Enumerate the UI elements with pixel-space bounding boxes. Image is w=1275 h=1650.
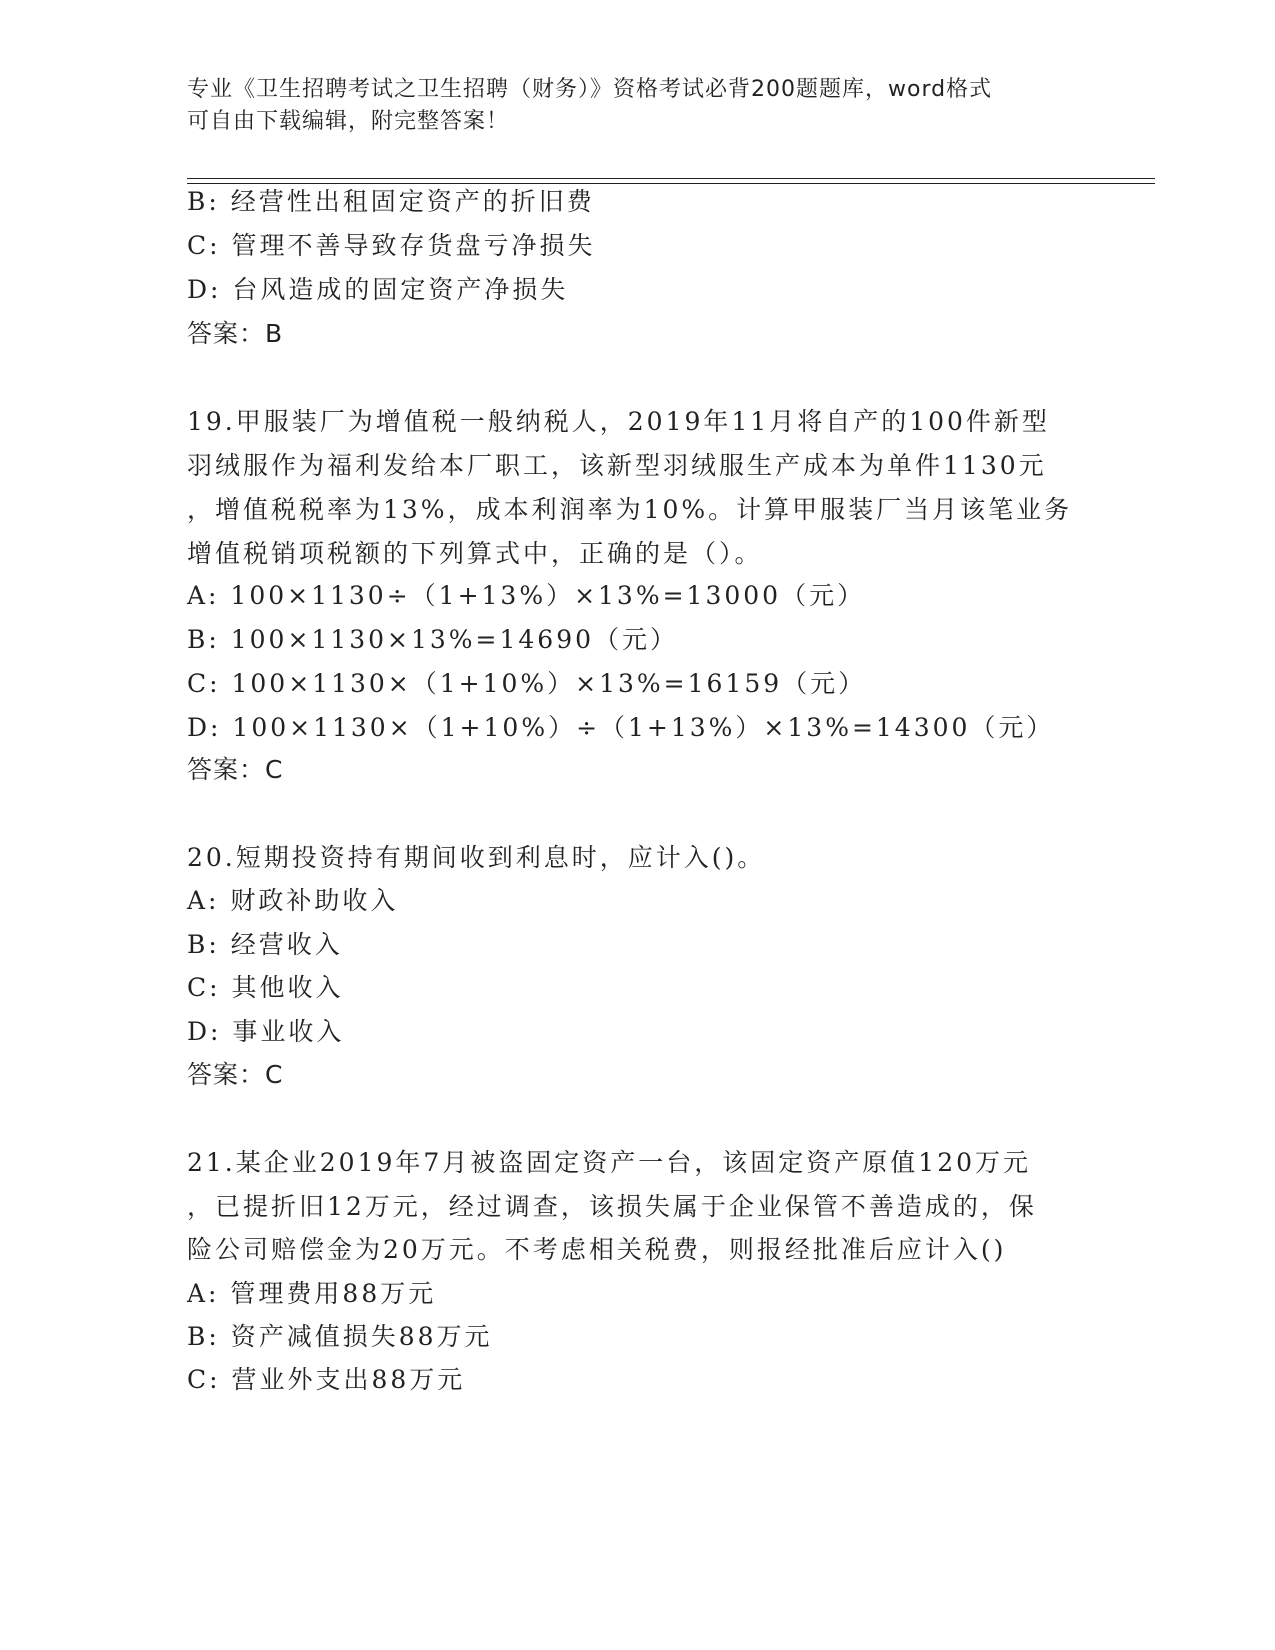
q21-stem-line-1: 21.某企业2019年7月被盗固定资产一台，该固定资产原值120万元	[187, 1148, 1032, 1177]
q18-option-c: C: 管理不善导致存货盘亏净损失	[187, 231, 596, 260]
q20-option-a: A: 财政补助收入	[187, 886, 399, 915]
q20-option-d: D: 事业收入	[187, 1017, 345, 1046]
document-header	[187, 74, 1067, 138]
q19-option-c: C: 100×1130×（1+10%）×13%=16159（元）	[187, 669, 867, 698]
q20-option-b: B: 经营收入	[187, 930, 343, 959]
q19-stem-line-3: ，增值税税率为13%，成本利润率为10%。计算甲服装厂当月该笔业务	[187, 495, 1073, 524]
header-divider-top	[187, 178, 1155, 179]
q18-option-b: B: 经营性出租固定资产的折旧费	[187, 187, 595, 216]
q19-option-a: A: 100×1130÷（1+13%）×13%=13000（元）	[187, 581, 866, 610]
q21-option-c: C: 营业外支出88万元	[187, 1365, 466, 1394]
q21-option-a: A: 管理费用88万元	[187, 1279, 437, 1308]
q18-answer: 答案：B	[187, 319, 284, 348]
q19-stem-line-4: 增值税销项税额的下列算式中，正确的是（）。	[187, 539, 763, 568]
q20-option-c: C: 其他收入	[187, 973, 344, 1002]
q20-stem-line-1: 20.短期投资持有期间收到利息时，应计入()。	[187, 843, 766, 872]
q19-option-d: D: 100×1130×（1+10%）÷（1+13%）×13%=14300（元）	[187, 713, 1055, 742]
q19-option-b: B: 100×1130×13%=14690（元）	[187, 625, 679, 654]
q21-stem-line-2: ，已提折旧12万元，经过调查，该损失属于企业保管不善造成的，保	[187, 1192, 1037, 1221]
q21-stem-line-3: 险公司赔偿金为20万元。不考虑相关税费，则报经批准后应计入()	[187, 1235, 1007, 1264]
q20-answer: 答案：C	[187, 1060, 284, 1089]
q18-option-d: D: 台风造成的固定资产净损失	[187, 275, 569, 304]
q19-answer: 答案：C	[187, 755, 284, 784]
q21-option-b: B: 资产减值损失88万元	[187, 1322, 493, 1351]
q19-stem-line-2: 羽绒服作为福利发给本厂职工，该新型羽绒服生产成本为单件1130元	[187, 451, 1047, 480]
q19-stem-line-1: 19.甲服装厂为增值税一般纳税人，2019年11月将自产的100件新型	[187, 407, 1050, 436]
header-line-2: 可自由下载编辑，附完整答案！	[187, 109, 510, 134]
header-line-1: 专业《卫生招聘考试之卫生招聘（财务）》资格考试必背200题题库，word格式	[187, 77, 993, 102]
